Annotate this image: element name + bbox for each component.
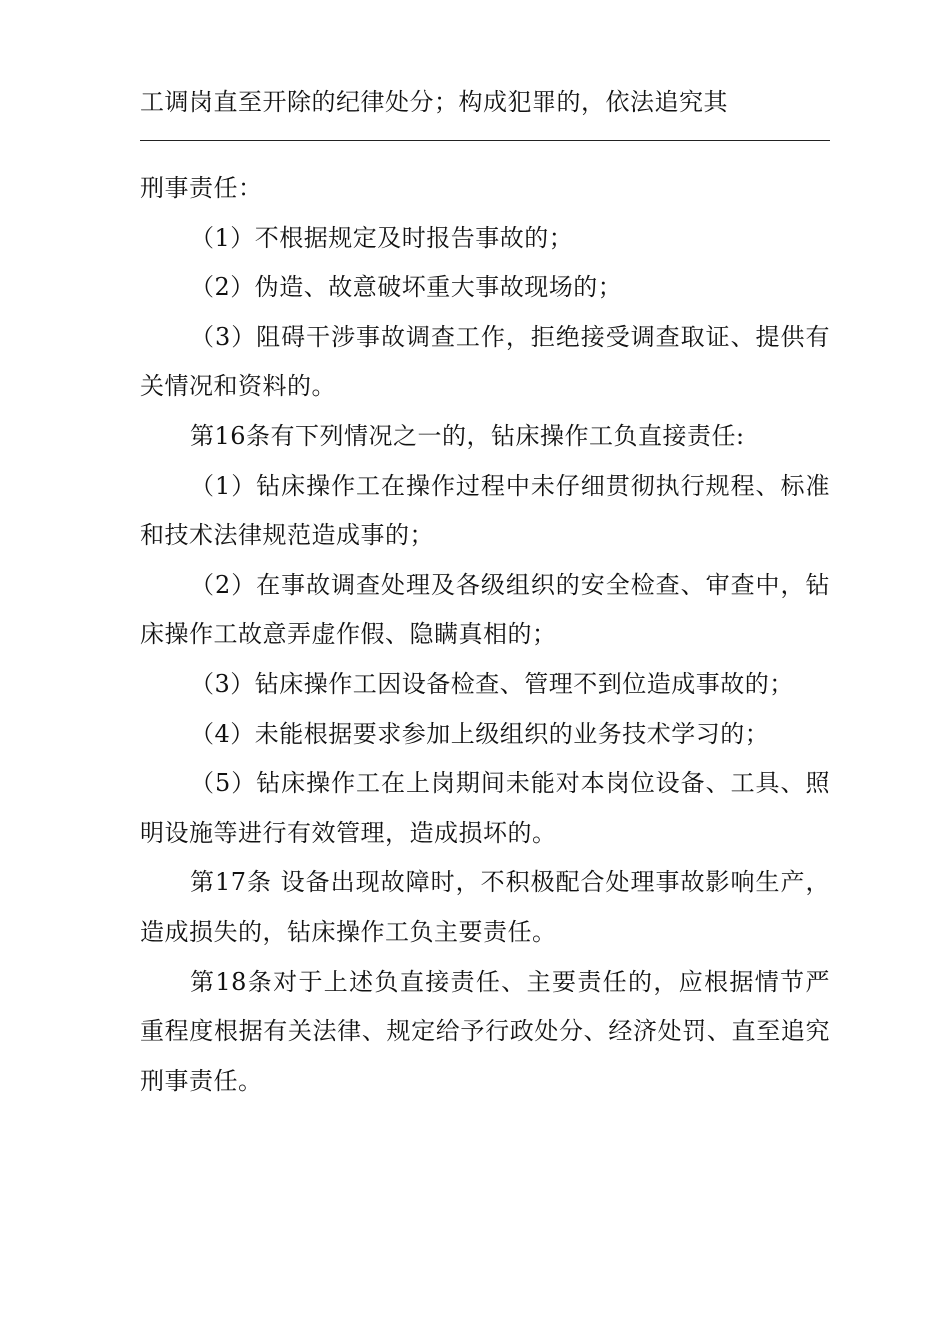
- document-body: [140, 164, 830, 1106]
- article-16-item-2: （2）在事故调查处理及各级组织的安全检查、审查中，钻床操作工故意弄虚作假、隐瞒真相的；: [140, 570, 830, 649]
- article-18: 第18条对于上述负直接责任、主要责任的，应根据情节严重程度根据有关法律、规定给予行政处分、经济处罚、直至追究刑事责任。: [140, 967, 830, 1095]
- article-16-item-4: （4）未能根据要求参加上级组织的业务技术学习的；: [190, 719, 770, 748]
- header-divider: [140, 140, 830, 141]
- header-continued-text: 工调岗直至开除的纪律处分；构成犯罪的，依法追究其: [140, 88, 728, 116]
- article-16-heading: 第16条有下列情况之一的，钻床操作工负直接责任:: [190, 421, 745, 450]
- list-item-3: （3）阻碍干涉事故调查工作，拒绝接受调查取证、提供有关情况和资料的。: [140, 322, 830, 401]
- paragraph-criminal-liability-continued: 刑事责任：: [140, 174, 263, 202]
- list-item-2: （2）伪造、故意破坏重大事故现场的；: [190, 273, 623, 302]
- list-item-1: （1）不根据规定及时报告事故的；: [190, 223, 574, 252]
- article-17: 第17条 设备出现故障时，不积极配合处理事故影响生产，造成损失的，钻床操作工负主要责任。: [140, 868, 830, 946]
- article-16-item-3: （3）钻床操作工因设备检查、管理不到位造成事故的；: [190, 669, 794, 698]
- article-16-item-1: （1）钻床操作工在操作过程中未仔细贯彻执行规程、标准和技术法律规范造成事的；: [140, 471, 830, 550]
- article-16-item-5: （5）钻床操作工在上岗期间未能对本岗位设备、工具、照明设施等进行有效管理，造成损坏的。: [140, 769, 830, 847]
